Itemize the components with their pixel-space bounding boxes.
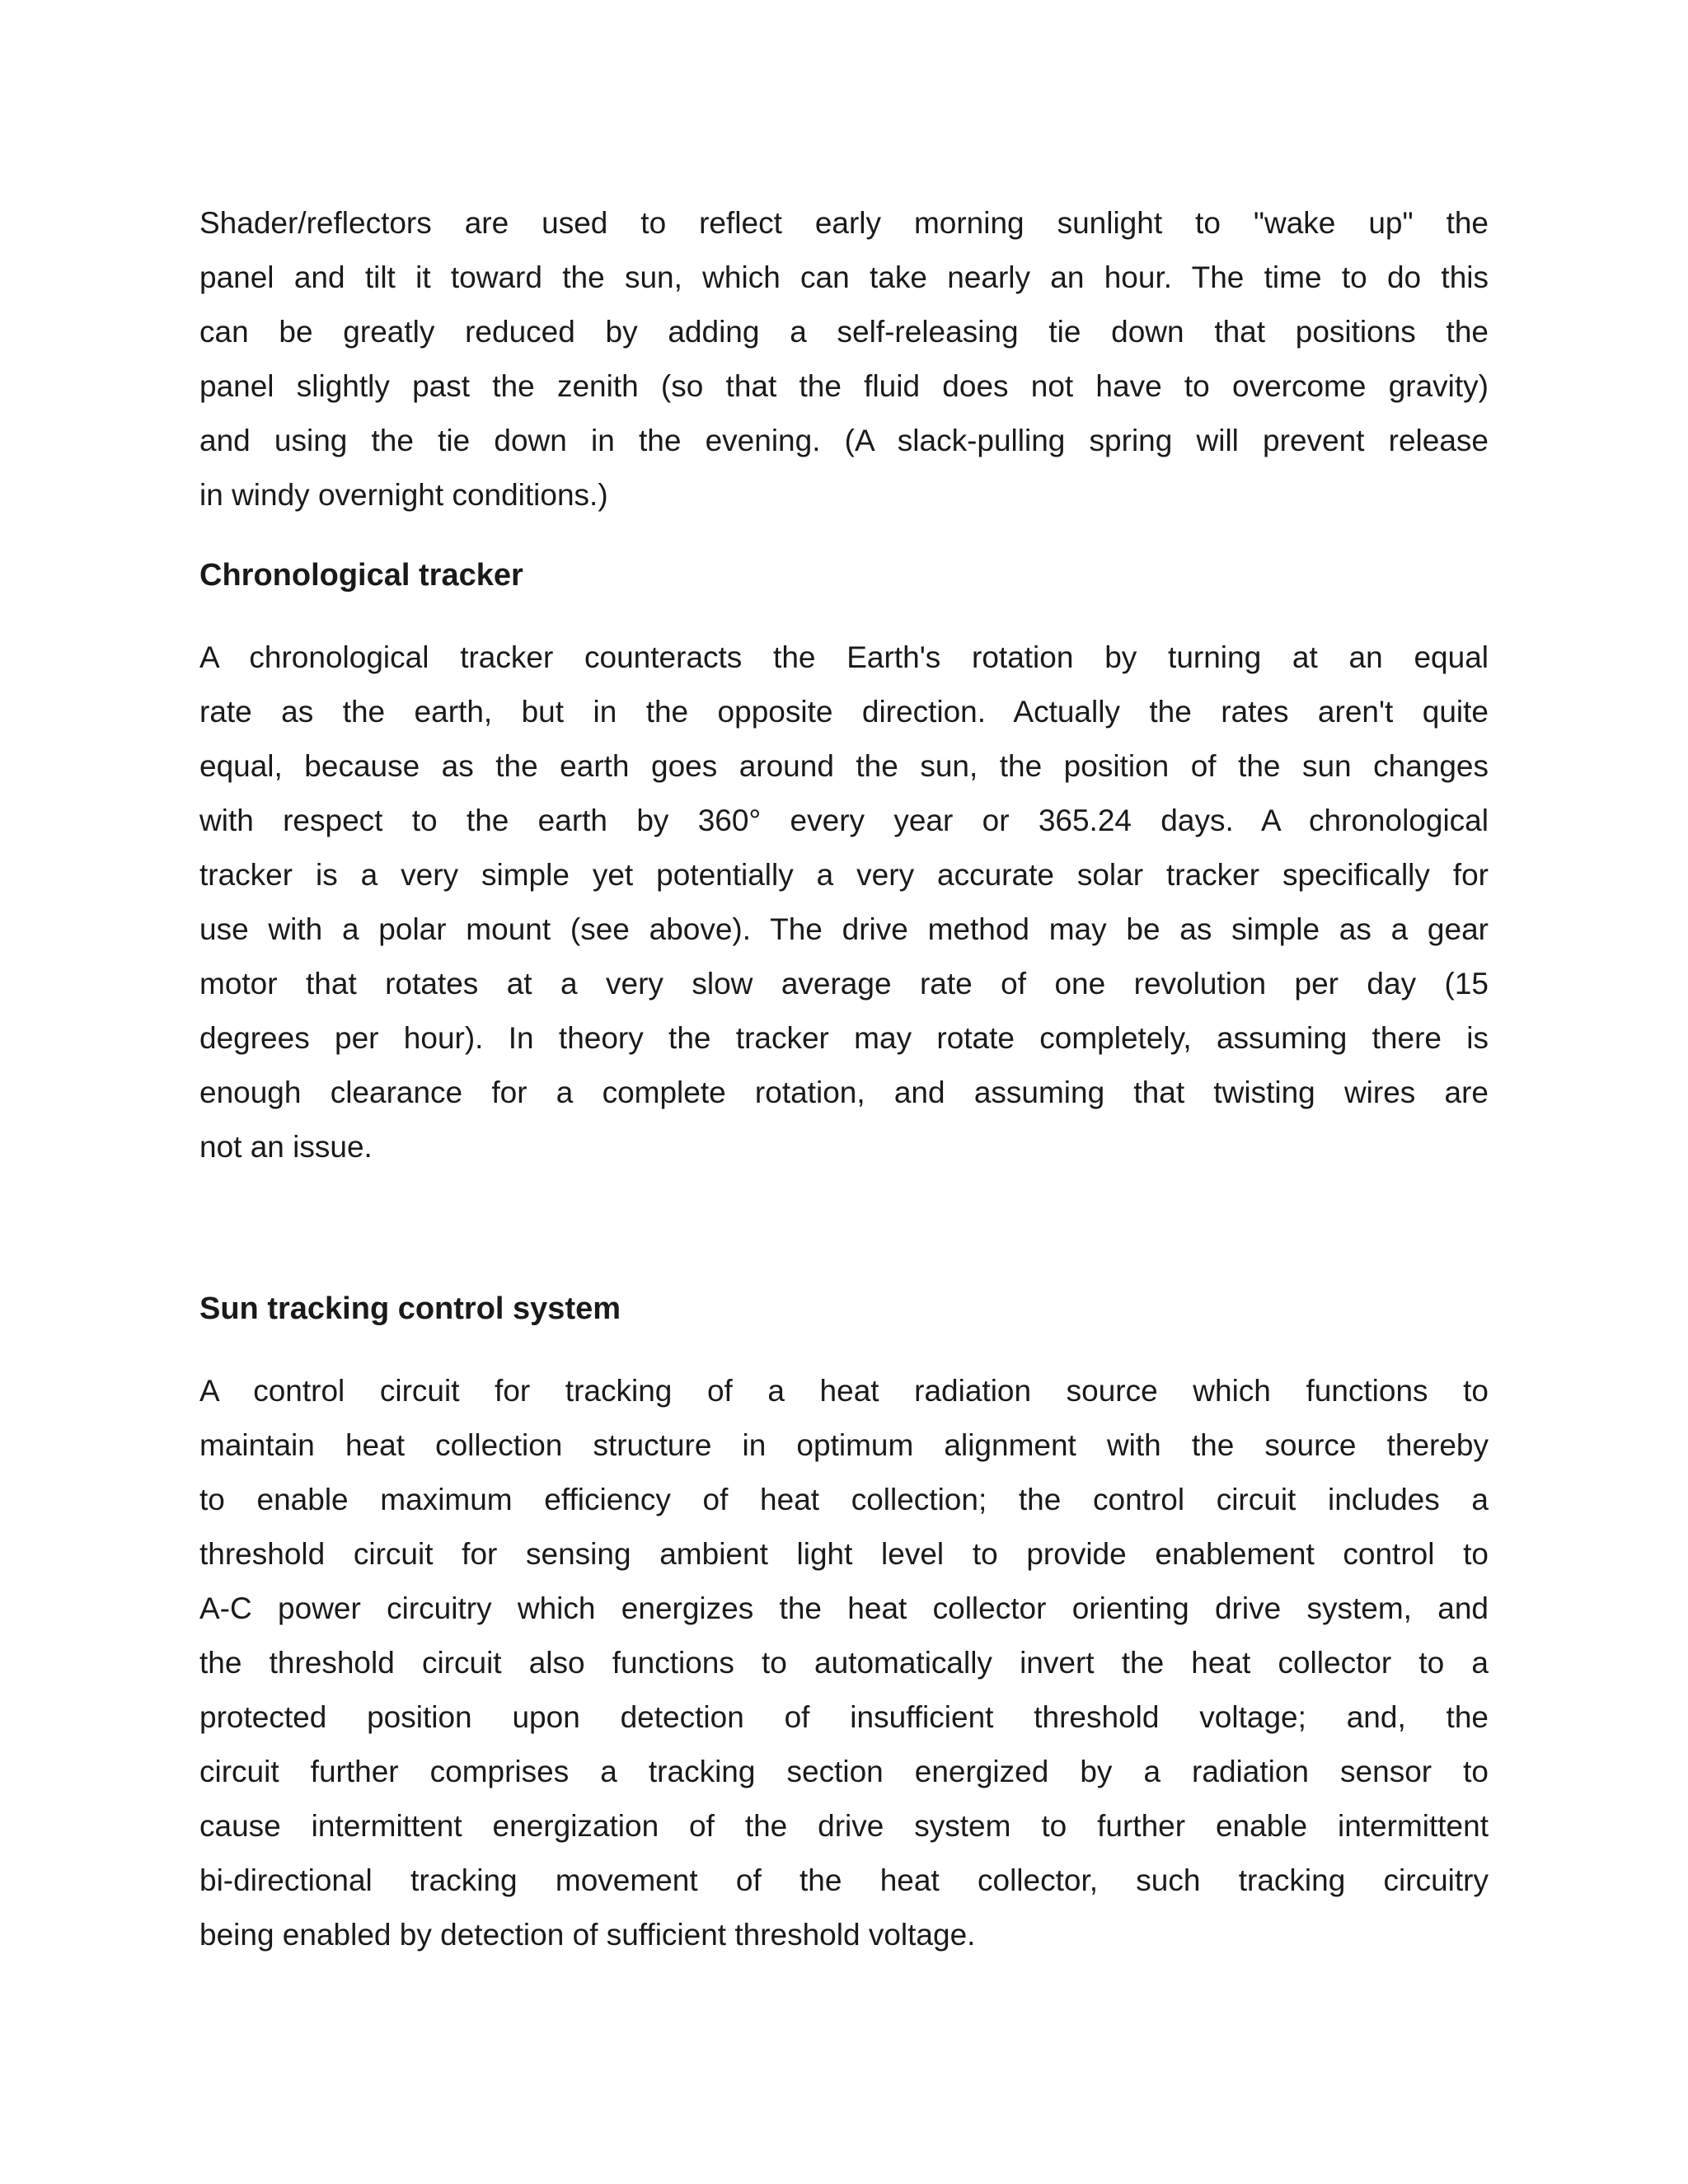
paragraph-line: threshold circuit for sensing ambient light level to provide enablement control to — [199, 1537, 1489, 1571]
paragraph-line: to enable maximum efficiency of heat collection; the control circuit includes a — [199, 1483, 1489, 1516]
paragraph-line: protected position upon detection of insufficient threshold voltage; and, the — [199, 1700, 1489, 1734]
paragraph-line: not an issue. — [199, 1130, 373, 1164]
paragraph-line: A-C power circuitry which energizes the heat collector orienting drive system, and — [199, 1591, 1489, 1625]
paragraph-line: the threshold circuit also functions to automatically invert the heat collector to a — [199, 1646, 1489, 1680]
section-heading: Sun tracking control system — [199, 1291, 621, 1326]
section-chronological-tracker — [199, 548, 1489, 1174]
paragraph-line: use with a polar mount (see above). The drive method may be as simple as a gear — [199, 912, 1489, 946]
section-sun-tracking-control-system — [199, 1282, 1489, 1962]
paragraph-line: A chronological tracker counteracts the Earth's rotation by turning at an equal — [199, 640, 1489, 674]
paragraph-line: equal, because as the earth goes around the sun, the position of the sun changes — [199, 749, 1489, 783]
paragraph-line: degrees per hour). In theory the tracker may rotate completely, assuming there is — [199, 1021, 1489, 1055]
paragraph-line: can be greatly reduced by adding a self-releasing tie down that positions the — [199, 315, 1489, 349]
paragraph-line: circuit further comprises a tracking section energized by a radiation sensor to — [199, 1755, 1489, 1788]
paragraph-line: panel slightly past the zenith (so that the fluid does not have to overcome gravity) — [199, 369, 1489, 403]
paragraph-line: motor that rotates at a very slow average rate of one revolution per day (15 — [199, 967, 1489, 1001]
paragraph-line: with respect to the earth by 360° every year or 365.24 days. A chronological — [199, 804, 1489, 837]
paragraph-line: enough clearance for a complete rotation, and assuming that twisting wires are — [199, 1076, 1489, 1109]
paragraph-line: bi-directional tracking movement of the heat collector, such tracking circuitry — [199, 1863, 1489, 1897]
paragraph-line: panel and tilt it toward the sun, which can take nearly an hour. The time to do this — [199, 260, 1489, 294]
paragraph-line: in windy overnight conditions.) — [199, 478, 608, 512]
paragraph-shader-reflectors — [199, 196, 1489, 523]
paragraph-line: A control circuit for tracking of a heat radiation source which functions to — [199, 1374, 1489, 1408]
paragraph-line: and using the tie down in the evening. (A slack-pulling spring will prevent release — [199, 424, 1489, 457]
paragraph-line: rate as the earth, but in the opposite direction. Actually the rates aren't quite — [199, 695, 1489, 729]
paragraph-line: cause intermittent energization of the drive system to further enable intermittent — [199, 1809, 1489, 1843]
section-heading: Chronological tracker — [199, 558, 523, 593]
paragraph-line: being enabled by detection of sufficient threshold voltage. — [199, 1918, 976, 1952]
paragraph-line: Shader/reflectors are used to reflect early morning sunlight to "wake up" the — [199, 206, 1489, 240]
paragraph-line: maintain heat collection structure in optimum alignment with the source thereby — [199, 1428, 1489, 1462]
paragraph-line: tracker is a very simple yet potentially a very accurate solar tracker specifically for — [199, 858, 1489, 892]
